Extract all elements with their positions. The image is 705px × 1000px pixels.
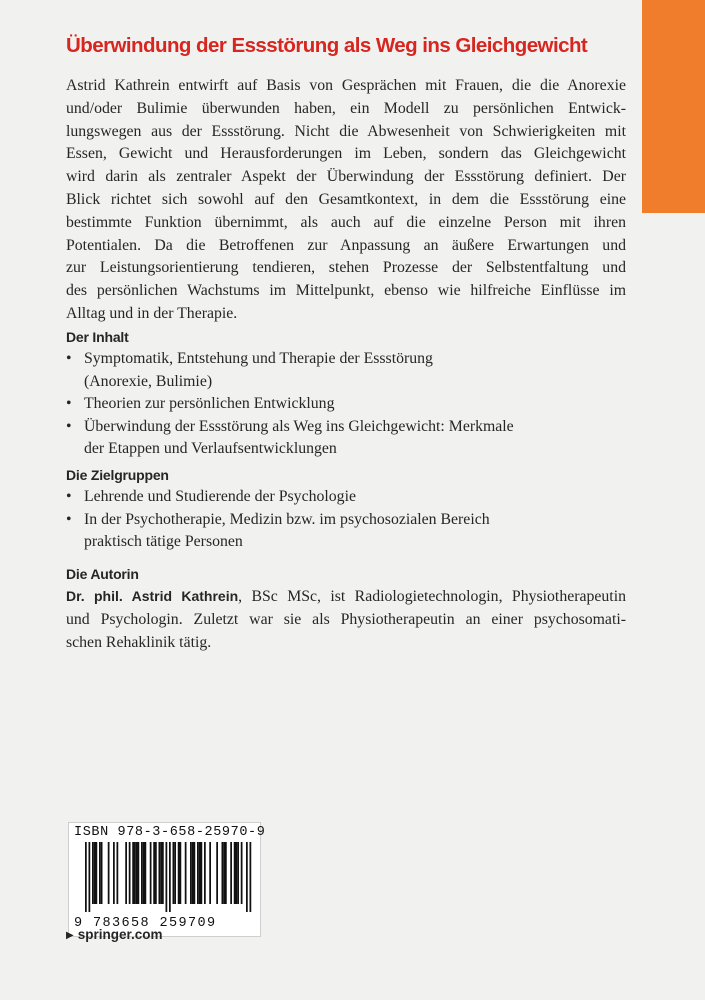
barcode-bar — [250, 842, 252, 912]
barcode-bar — [234, 842, 236, 904]
description-line: des persönlichen Wachstums im Mittelpunkt, ebenso wie hilfreiche Einflüsse im — [66, 282, 626, 300]
ean-digits: 9 783658 259709 — [74, 916, 217, 931]
publisher-url: springer.com — [77, 927, 163, 942]
barcode-bar — [108, 842, 110, 904]
barcode-bar — [85, 842, 87, 912]
barcode-bar — [99, 842, 101, 904]
barcode-bar — [201, 842, 203, 904]
barcode-bar — [117, 842, 119, 904]
barcode-bar — [129, 842, 131, 904]
isbn-barcode — [68, 822, 266, 937]
barcode-bar — [136, 842, 138, 904]
description-paragraph — [66, 75, 626, 326]
barcode-bar — [125, 842, 127, 904]
arrow-right-icon: ▶ — [66, 930, 74, 941]
barcode-bar — [150, 842, 152, 904]
description-line: zur Leistungsorientierung tendieren, stehen Prozesse der Selbstentfaltung und — [66, 259, 626, 277]
barcode-bar — [141, 842, 143, 904]
barcode-bar — [192, 842, 194, 904]
barcode-bar — [209, 842, 211, 904]
publisher-link[interactable] — [66, 927, 162, 942]
list-item: • Symptomatik, Entstehung und Therapie der Essstörung (Anorexie, Bulimie) — [66, 348, 546, 393]
author-name: Dr. phil. Astrid Kathrein — [66, 588, 239, 604]
author-bio-line: schen Rehaklinik tätig. — [66, 633, 212, 651]
description-line: Astrid Kathrein entwirft auf Basis von Gesprächen mit Frauen, die die Anorexie — [66, 77, 626, 94]
orange-accent-tab — [642, 0, 705, 213]
list-item: • Überwindung der Essstörung als Weg ins Gleichgewicht: Merkmale der Etappen und Verlaufsentwicklungen — [66, 416, 546, 461]
description-line: wird darin als zentraler Aspekt der Überwindung der Essstörung definiert. Der — [66, 168, 626, 186]
barcode-bar — [199, 842, 201, 904]
barcode-bar — [169, 842, 171, 912]
barcode-bar — [162, 842, 164, 904]
author-bio-line: Dr. phil. Astrid Kathrein, BSc MSc, ist Radiologietechnologin, Physiotherapeutin — [66, 588, 626, 605]
description-line: lungswegen aus der Essstörung. Nicht die Abwesenheit von Schwierigkeiten mit — [66, 122, 626, 140]
barcode-bar — [178, 842, 180, 904]
barcode-bar — [216, 842, 218, 904]
barcode-bars — [73, 842, 256, 916]
barcode-bar — [159, 842, 161, 904]
barcode-bar — [185, 842, 187, 904]
barcode-bar — [246, 842, 248, 912]
barcode-bar — [194, 842, 196, 904]
description-line: Blick richtet sich sowohl auf den Gesamtkontext, in dem die Essstörung eine — [66, 190, 626, 208]
description-line: Potentialen. Da die Betroffenen zur Anpassung an äußere Erwartungen und — [66, 236, 626, 254]
barcode-bar — [153, 842, 155, 904]
barcode-bar — [222, 842, 224, 904]
barcode-bar — [174, 842, 176, 904]
barcode-bar — [134, 842, 136, 904]
barcode-bar — [166, 842, 168, 912]
author-bio-line: und Psychologin. Zuletzt war sie als Physiotherapeutin an einer psychosomati- — [66, 610, 626, 628]
barcode-bar — [225, 842, 227, 904]
barcode-bar — [143, 842, 145, 904]
barcode-bar — [204, 842, 206, 904]
description-line: Essen, Gewicht und Herausforderungen im Leben, sondern das Gleichgewicht — [66, 145, 626, 163]
barcode-bar — [197, 842, 199, 904]
barcode-bar — [94, 842, 96, 904]
zielgruppen-list — [66, 486, 546, 554]
barcode-bar — [92, 842, 94, 904]
barcode-bar — [145, 842, 147, 904]
barcode-bar — [132, 842, 134, 904]
barcode-bar — [173, 842, 175, 904]
barcode-bar — [113, 842, 115, 904]
barcode-bar — [241, 842, 243, 904]
barcode-bar — [180, 842, 182, 904]
section-heading-zielgruppen: Die Zielgruppen — [66, 467, 169, 483]
barcode-bar — [236, 842, 238, 904]
list-item: • Theorien zur persönlichen Entwicklung — [66, 393, 546, 416]
barcode-bar — [101, 842, 103, 904]
barcode-bar — [160, 842, 162, 904]
description-line: bestimmte Funktion übernimmt, als auch auf die einzelne Person mit ihren — [66, 213, 626, 231]
barcode-bar — [138, 842, 140, 904]
inhalt-list — [66, 348, 546, 461]
barcode-bar — [155, 842, 157, 904]
author-bio — [66, 585, 626, 654]
section-heading-autorin: Die Autorin — [66, 566, 139, 582]
barcode-bar — [96, 842, 98, 904]
isbn-label: ISBN 978-3-658-25970-9 — [74, 825, 266, 840]
list-item: • Lehrende und Studierende der Psychologie — [66, 486, 546, 509]
description-line: Alltag und in der Therapie. — [66, 304, 238, 322]
barcode-bar — [190, 842, 192, 904]
barcode-bar — [89, 842, 91, 912]
section-heading-inhalt: Der Inhalt — [66, 329, 129, 345]
barcode-bar — [223, 842, 225, 904]
barcode-bar — [230, 842, 232, 904]
description-line: und/oder Bulimie überwunden haben, ein Modell zu persönlichen Entwick- — [66, 99, 626, 117]
list-item: • In der Psychotherapie, Medizin bzw. im psychosozialen Bereich praktisch tätige Personen — [66, 509, 546, 554]
book-title: Überwindung der Essstörung als Weg ins Gleichgewicht — [66, 34, 588, 57]
barcode-bar — [237, 842, 239, 904]
